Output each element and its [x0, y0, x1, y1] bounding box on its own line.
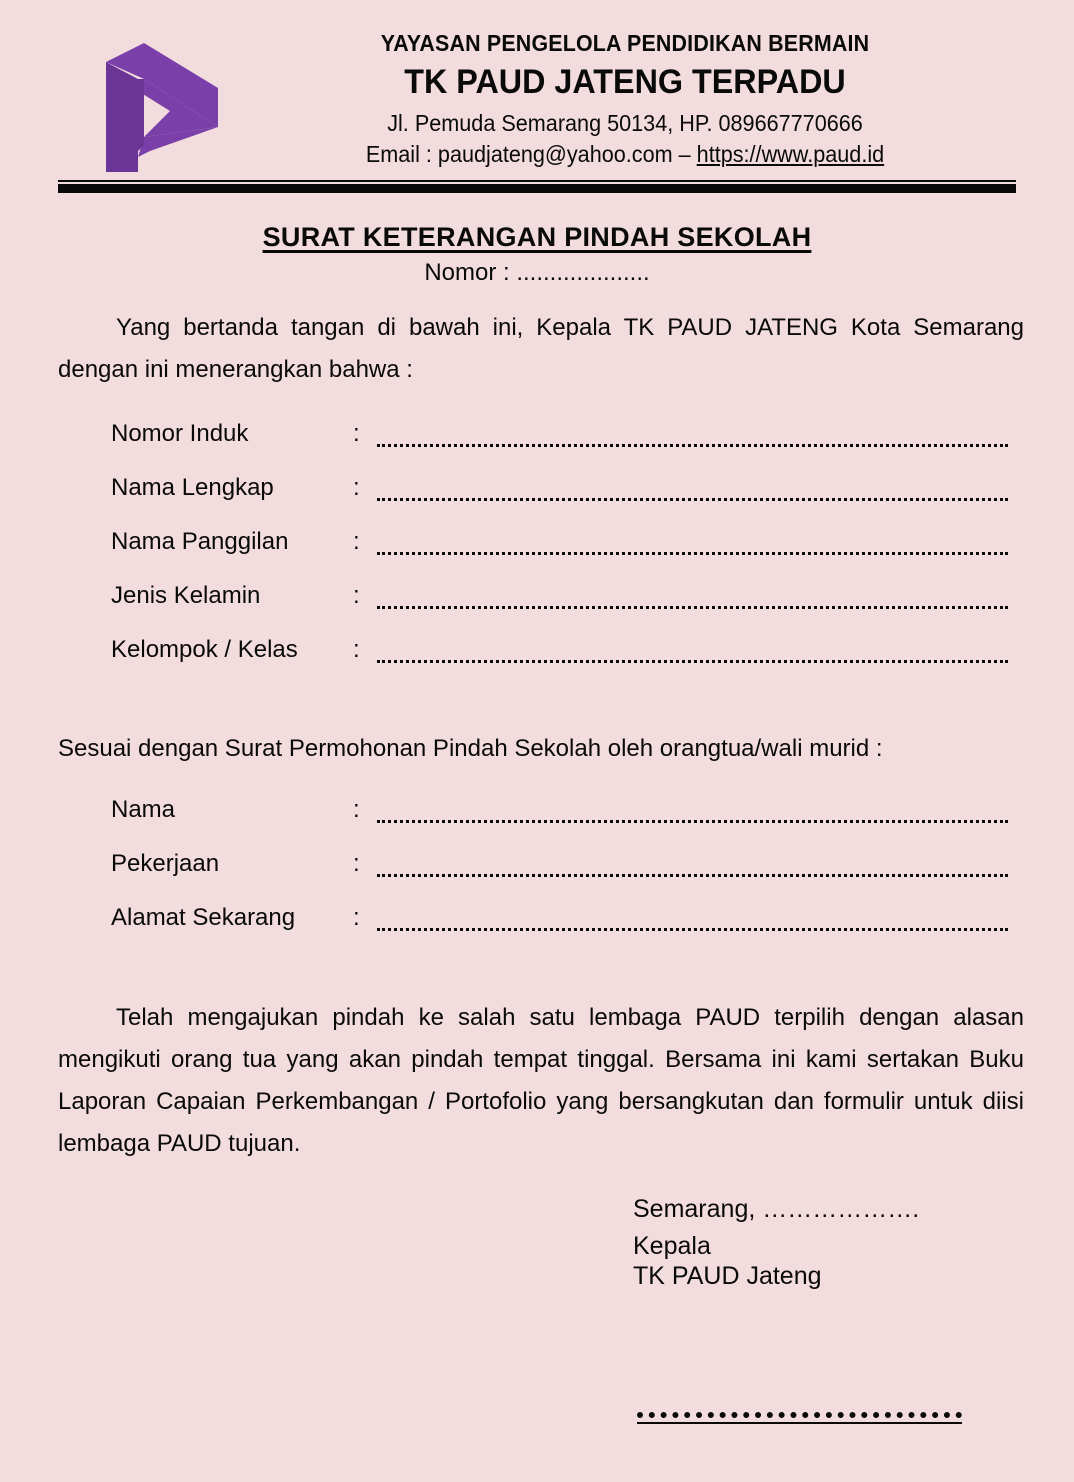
- field-input-jenis-kelamin[interactable]: [377, 606, 1008, 609]
- signature-organization: TK PAUD Jateng: [633, 1262, 822, 1290]
- paud-jateng-logo: [100, 33, 220, 175]
- field-row-pekerjaan: [0, 848, 1074, 902]
- field-input-alamat-sekarang[interactable]: [377, 928, 1008, 931]
- intro-paragraph: Yang bertanda tangan di bawah ini, Kepala TK PAUD JATENG Kota Semarang dengan ini menerangkan bahwa :: [58, 314, 1024, 383]
- field-label-alamat-sekarang: Alamat Sekarang: [111, 904, 296, 931]
- org-website-link[interactable]: https://www.paud.id: [696, 141, 885, 167]
- page-title-text: SURAT KETERANGAN PINDAH SEKOLAH: [262, 222, 812, 252]
- field-colon: :: [353, 796, 360, 823]
- field-colon: :: [353, 582, 360, 609]
- field-input-kelompok-kelas[interactable]: [377, 660, 1008, 663]
- letterhead-text: [230, 28, 1020, 170]
- field-colon: :: [353, 904, 360, 931]
- page-title: [0, 222, 1074, 253]
- field-input-nomor-induk[interactable]: [377, 444, 1008, 447]
- field-label-nama: Nama: [111, 796, 176, 823]
- document-number: Nomor : ....................: [424, 259, 650, 286]
- guardian-field-group: [0, 794, 1074, 956]
- org-contact: [254, 139, 997, 170]
- field-row-alamat-sekarang: [0, 902, 1074, 956]
- signature-name-underline: [637, 1422, 962, 1424]
- field-row-nomor-induk: [0, 418, 1074, 472]
- letterhead-divider: [58, 180, 1016, 193]
- field-label-jenis-kelamin: Jenis Kelamin: [111, 582, 261, 609]
- letterhead: [0, 0, 1074, 178]
- field-input-nama-panggilan[interactable]: [377, 552, 1008, 555]
- field-colon: :: [353, 474, 360, 501]
- org-address: Jl. Pemuda Semarang 50134, HP. 089667770666: [387, 110, 863, 136]
- field-row-jenis-kelamin: [0, 580, 1074, 634]
- field-input-nama[interactable]: [377, 820, 1008, 823]
- field-label-nomor-induk: Nomor Induk: [111, 420, 249, 447]
- divider-thick-bar: [58, 184, 1016, 193]
- field-label-nama-panggilan: Nama Panggilan: [111, 528, 289, 555]
- org-subtitle: YAYASAN PENGELOLA PENDIDIKAN BERMAIN: [380, 30, 870, 56]
- signature-block: [633, 1194, 1033, 1291]
- signature-place-date: Semarang, ……………….: [633, 1195, 920, 1223]
- field-label-pekerjaan: Pekerjaan: [111, 850, 220, 877]
- org-email-text: Email : paudjateng@yahoo.com –: [365, 141, 697, 167]
- signature-role: Kepala: [633, 1232, 711, 1260]
- org-name: TK PAUD JATENG TERPADU: [404, 63, 846, 101]
- field-colon: :: [353, 528, 360, 555]
- field-input-pekerjaan[interactable]: [377, 874, 1008, 877]
- student-field-group: [0, 418, 1074, 688]
- field-input-nama-lengkap[interactable]: [377, 498, 1008, 501]
- field-colon: :: [353, 850, 360, 877]
- field-row-nama: [0, 794, 1074, 848]
- closing-paragraph: Telah mengajukan pindah ke salah satu lembaga PAUD terpilih dengan alasan mengikuti orang tua yang akan pindah tempat tinggal. Bersama ini kami sertakan Buku Laporan Capaian Perkembangan / Portofolio yang bersangkutan dan formulir untuk diisi lembaga PAUD tujuan.: [58, 1004, 1024, 1157]
- field-row-nama-panggilan: [0, 526, 1074, 580]
- field-label-nama-lengkap: Nama Lengkap: [111, 474, 274, 501]
- field-label-kelompok-kelas: Kelompok / Kelas: [111, 636, 298, 663]
- field-colon: :: [353, 420, 360, 447]
- signature-name-input[interactable]: [637, 1412, 962, 1418]
- field-row-kelompok-kelas: [0, 634, 1074, 688]
- field-colon: :: [353, 636, 360, 663]
- guardian-section-heading: Sesuai dengan Surat Permohonan Pindah Sekolah oleh orangtua/wali murid :: [58, 735, 883, 762]
- field-row-nama-lengkap: [0, 472, 1074, 526]
